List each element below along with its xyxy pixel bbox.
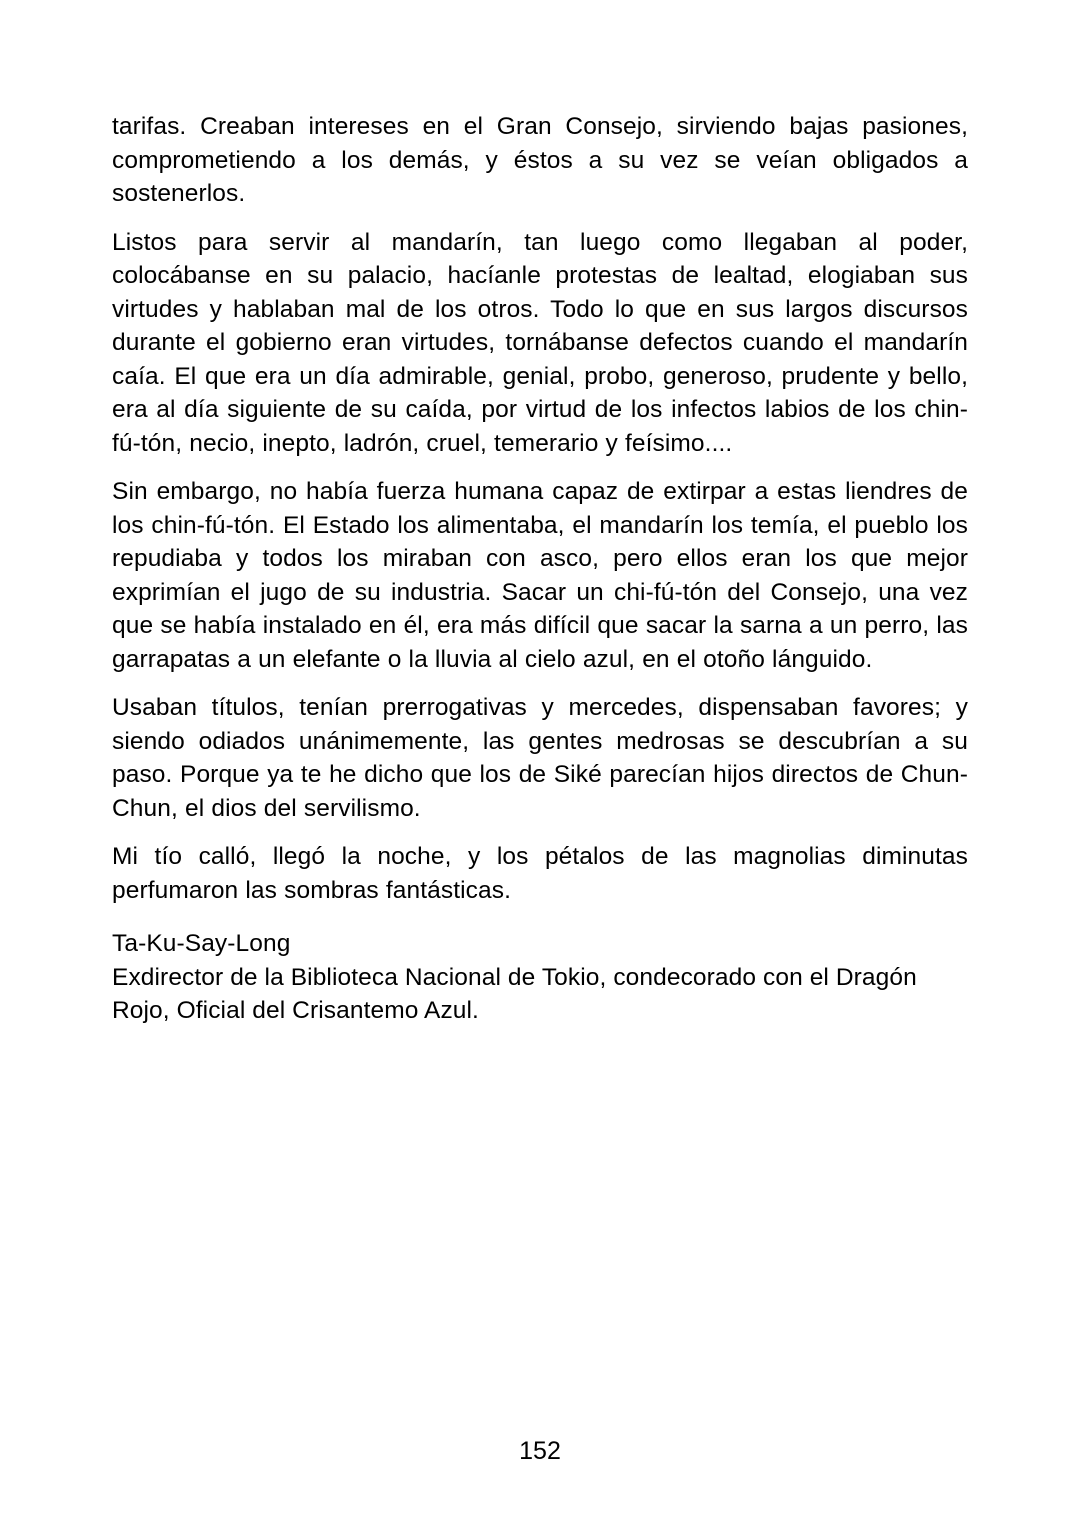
body-paragraph-4: Usaban títulos, tenían prerrogativas y mercedes, dispensaban favores; y siendo odiados unánimemente, las gentes medrosas se descubrían a su paso. Porque ya te he dicho que los de Siké parecían hijos directos de Chun-Chun, el dios del servilismo. [112,694,968,822]
signature-title-line-2: Rojo, Oficial del Crisantemo Azul. [112,997,479,1024]
body-paragraph-3: Sin embargo, no había fuerza humana capaz de extirpar a estas liendres de los chin-fú-tón. El Estado los alimentaba, el mandarín los temía, el pueblo los repudiaba y todos los miraban con asco, pero ellos eran los que mejor exprimían el jugo de su industria. Sacar un chi-fú-tón del Consejo, una vez que se había instalado en él, era más difícil que sacar la sarna a un perro, las garrapatas a un elefante o la lluvia al cielo azul, en el otoño lánguido. [112,478,968,673]
signature-title-line-1: Exdirector de la Biblioteca Nacional de Tokio, condecorado con el Dragón [112,963,917,991]
page-number: 152 [519,1437,561,1465]
signature-name: Ta-Ku-Say-Long [112,930,291,957]
body-paragraph-1: tarifas. Creaban intereses en el Gran Consejo, sirviendo bajas pasiones, comprometiendo a los demás, y éstos a su vez se veían obligados a sostenerlos. [112,113,968,207]
signature-block [112,927,968,1028]
body-paragraph-5: Mi tío calló, llegó la noche, y los pétalos de las magnolias diminutas perfumaron las sombras fantásticas. [112,843,968,904]
page-body-content [112,110,968,1028]
body-paragraph-2: Listos para servir al mandarín, tan luego como llegaban al poder, colocábanse en su palacio, hacíanle protestas de lealtad, elogiaban sus virtudes y hablaban mal de los otros. Todo lo que en sus largos discursos durante el gobierno eran virtudes, tornábanse defectos cuando el mandarín caía. El que era un día admirable, genial, probo, generoso, prudente y bello, era al día siguiente de su caída, por virtud de los infectos labios de los chin-fú-tón, necio, inepto, ladrón, cruel, temerario y feísimo.... [112,228,968,457]
